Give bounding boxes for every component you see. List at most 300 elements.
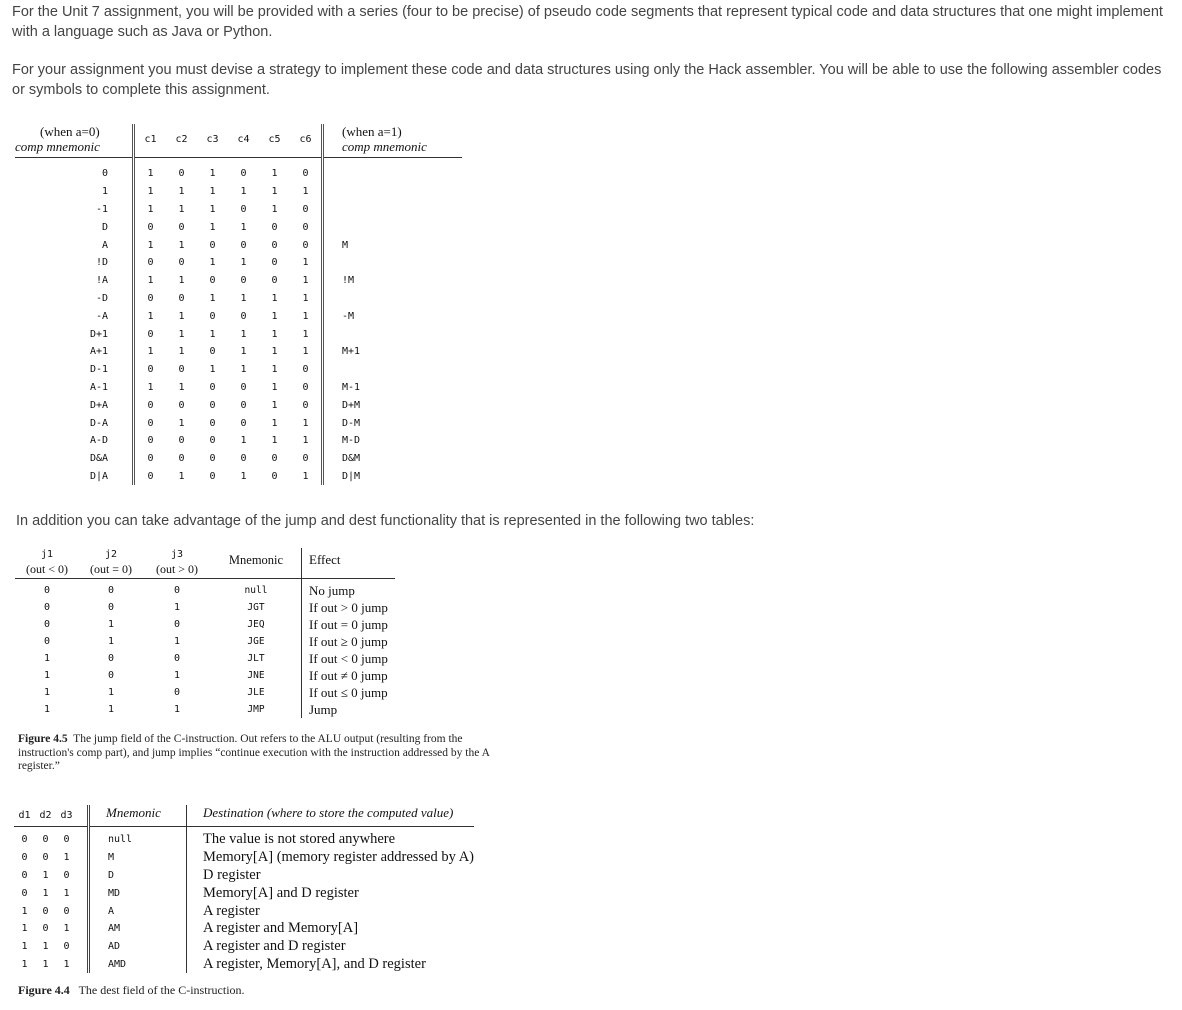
comp-bit-cell: 0 (209, 310, 216, 322)
comp-bit-cell: 1 (271, 364, 278, 376)
comp-bit-header: c1 (134, 124, 167, 158)
comp-bit-cell: 1 (178, 186, 185, 198)
jump-cell-j3: 0 (173, 619, 181, 630)
comp-bit-cell: 0 (271, 239, 278, 251)
comp-bit-cell: 1 (271, 346, 278, 358)
comp-bit-cell: 0 (178, 257, 185, 269)
comp-bit-cell: 1 (271, 310, 278, 322)
dest-bit-header: d2 (35, 805, 56, 827)
jump-header-cond: (out < 0) (25, 562, 69, 576)
jump-cell-effect: If out > 0 jump (302, 599, 396, 616)
comp-table-row (15, 450, 462, 468)
comp-bit-cell: 1 (209, 203, 216, 215)
jump-cell-j1: 0 (43, 585, 51, 596)
jump-cell-effect: Jump (302, 701, 396, 718)
jump-cell-mnemonic: JLT (247, 653, 265, 664)
comp-mnemonic-a1 (323, 218, 463, 236)
figure-4-5-caption (18, 733, 498, 774)
comp-bit-cell: 0 (178, 221, 185, 233)
comp-bit-cell: 0 (178, 435, 185, 447)
jump-cell-j2: 0 (107, 670, 115, 681)
comp-bit-cell: 0 (209, 453, 216, 465)
comp-mnemonic-a0: D (101, 221, 108, 233)
comp-bit-cell: 1 (290, 254, 323, 272)
comp-bit-cell: 0 (209, 346, 216, 358)
comp-table-row (15, 343, 462, 361)
comp-bit-cell: 1 (134, 236, 167, 254)
comp-table-body (15, 158, 462, 486)
dest-bit-cell: 1 (21, 905, 28, 917)
comp-bit-cell: 1 (290, 468, 323, 486)
comp-bit-cell: 0 (134, 361, 167, 379)
dest-mnemonic-cell: AD (89, 938, 187, 956)
jump-cell-j2: 1 (107, 619, 115, 630)
comp-bit-cell: 0 (271, 470, 278, 482)
comp-bit-cell: 0 (240, 203, 247, 215)
jump-cell-j2: 1 (107, 636, 115, 647)
dest-table-row (14, 884, 474, 902)
dest-bit-cell: 1 (42, 887, 49, 899)
comp-mnemonic-a0: !D (95, 257, 108, 269)
dest-bit-cell: 1 (56, 884, 89, 902)
comp-bit-cell: 1 (240, 292, 247, 304)
comp-mnemonic-a1: !M (342, 275, 355, 287)
comp-bit-cell: 0 (134, 468, 167, 486)
comp-bit-cell: 1 (134, 379, 167, 397)
comp-bit-cell: 0 (290, 379, 323, 397)
dest-mnemonic-cell: MD (89, 884, 187, 902)
comp-mnemonic-a1: D&M (342, 453, 361, 465)
jump-cell-j3: 1 (173, 704, 181, 715)
jump-cell-effect: If out ≥ 0 jump (302, 633, 396, 650)
comp-bit-cell: 1 (290, 272, 323, 290)
jump-cell-j3: 0 (173, 687, 181, 698)
figure-label: Figure 4.5 (18, 733, 68, 745)
jump-mnemonic-header: Mnemonic (211, 548, 302, 579)
comp-bit-cell: 1 (290, 183, 323, 201)
comp-bit-cell: 0 (290, 201, 323, 219)
comp-table-row (15, 396, 462, 414)
jump-table-header-row (15, 548, 395, 579)
comp-bit-cell: 1 (178, 470, 185, 482)
comp-right-header (323, 124, 463, 158)
comp-bit-cell: 1 (240, 257, 247, 269)
comp-mnemonic-a1 (323, 183, 463, 201)
dest-mnemonic-cell: M (89, 849, 187, 867)
comp-bit-cell: 1 (271, 292, 278, 304)
comp-bit-cell: 0 (178, 292, 185, 304)
intro-text-3: In addition you can take advantage of the jump and dest functionality that is represented in the following two tables: (16, 513, 755, 529)
comp-bit-cell: 1 (178, 381, 185, 393)
comp-bit-cell: 0 (134, 325, 167, 343)
comp-mnemonic-a1: M+1 (342, 346, 361, 358)
jump-cell-mnemonic: JEQ (247, 619, 265, 630)
jump-header-name: j1 (40, 549, 54, 560)
comp-bit-cell: 1 (178, 328, 185, 340)
dest-mnemonic-cell: D (89, 867, 187, 885)
jump-header-cond: (out > 0) (155, 562, 199, 576)
comp-bit-cell: 0 (271, 453, 278, 465)
comp-bit-cell: 1 (178, 203, 185, 215)
dest-bit-cell: 0 (42, 834, 49, 846)
comp-table-row (15, 218, 462, 236)
jump-table-row (15, 616, 395, 633)
comp-left-header (15, 124, 134, 158)
comp-bit-cell: 1 (240, 328, 247, 340)
comp-table-row (15, 414, 462, 432)
dest-bit-cell: 0 (42, 923, 49, 935)
comp-bit-cell: 1 (240, 346, 247, 358)
comp-bit-cell: 1 (290, 343, 323, 361)
jump-table-row (15, 650, 395, 667)
dest-table-row (14, 867, 474, 885)
figure-label: Figure 4.4 (18, 983, 70, 997)
comp-mnemonic-a1: M-D (342, 435, 361, 447)
comp-bit-cell: 0 (271, 257, 278, 269)
comp-mnemonic-a1: D|M (342, 470, 361, 482)
comp-bit-cell: 0 (290, 236, 323, 254)
comp-bit-cell: 0 (209, 399, 216, 411)
comp-bit-cell: 0 (240, 453, 247, 465)
comp-mnemonic-a0: D-A (89, 417, 108, 429)
dest-bit-cell: 1 (56, 956, 89, 974)
dest-bit-cell: 0 (56, 867, 89, 885)
comp-bit-cell: 1 (240, 435, 247, 447)
comp-bit-cell: 0 (240, 417, 247, 429)
jump-cell-effect: No jump (302, 579, 396, 600)
comp-bit-cell: 1 (209, 221, 216, 233)
jump-cell-j3: 1 (173, 636, 181, 647)
comp-bit-cell: 1 (240, 364, 247, 376)
comp-bit-cell: 1 (209, 186, 216, 198)
dest-bit-cell: 1 (42, 958, 49, 970)
jump-table-row (15, 599, 395, 616)
dest-description-cell: D register (203, 866, 261, 883)
comp-table-row (15, 325, 462, 343)
comp-table-row (15, 307, 462, 325)
dest-mnemonic-cell: AM (89, 920, 187, 938)
comp-mnemonic-a0: D|A (89, 470, 108, 482)
comp-bit-cell: 1 (178, 417, 185, 429)
comp-bit-cell: 1 (271, 399, 278, 411)
jump-cell-mnemonic: JGT (247, 602, 265, 613)
jump-cell-j3: 0 (173, 585, 181, 596)
jump-cell-j1: 1 (43, 687, 51, 698)
comp-bit-cell: 0 (134, 396, 167, 414)
comp-bit-cell: 0 (134, 450, 167, 468)
dest-bit-cell: 0 (42, 852, 49, 864)
dest-bit-cell: 0 (56, 938, 89, 956)
comp-right-header-top: (when a=1) (342, 124, 402, 139)
comp-bit-cell: 0 (134, 432, 167, 450)
comp-mnemonic-a0: A+1 (89, 346, 108, 358)
jump-table-row (15, 667, 395, 684)
intro-paragraph-3 (16, 511, 1181, 531)
comp-bit-cell: 1 (209, 257, 216, 269)
comp-bit-cell: 0 (240, 168, 247, 180)
jump-cell-j1: 1 (43, 704, 51, 715)
comp-table-row (15, 158, 462, 183)
comp-bit-cell: 1 (271, 381, 278, 393)
dest-description-cell: A register (203, 902, 260, 919)
jump-cell-mnemonic: JLE (247, 687, 265, 698)
comp-mnemonic-a0: !A (95, 275, 108, 287)
jump-cell-j1: 1 (43, 653, 51, 664)
dest-bit-cell: 0 (56, 902, 89, 920)
jump-cell-j1: 0 (43, 636, 51, 647)
comp-left-header-bottom: comp mnemonic (15, 139, 100, 154)
comp-bit-cell: 1 (209, 364, 216, 376)
comp-table-row (15, 272, 462, 290)
figure-caption-text: The dest field of the C-instruction. (78, 983, 245, 997)
comp-bit-cell: 0 (240, 310, 247, 322)
dest-table-body (14, 827, 474, 974)
dest-description-cell: A register and Memory[A] (203, 920, 359, 937)
dest-bit-cell: 1 (56, 920, 89, 938)
comp-bit-cell: 0 (271, 275, 278, 287)
comp-bit-header: c4 (228, 124, 259, 158)
dest-table-row (14, 920, 474, 938)
dest-table-row (14, 956, 474, 974)
jump-cell-effect: If out ≠ 0 jump (302, 667, 396, 684)
dest-bit-cell: 1 (21, 941, 28, 953)
comp-bit-cell: 1 (240, 470, 247, 482)
jump-table-row (15, 633, 395, 650)
comp-mnemonic-a0: 1 (101, 186, 108, 198)
comp-bit-header: c3 (197, 124, 228, 158)
comp-bit-cell: 0 (209, 275, 216, 287)
jump-cell-j3: 1 (173, 602, 181, 613)
dest-table-row (14, 902, 474, 920)
comp-bit-cell: 0 (209, 417, 216, 429)
comp-bit-header: c2 (166, 124, 197, 158)
intro-paragraph-1 (12, 2, 1177, 42)
comp-bit-cell: 1 (290, 325, 323, 343)
comp-bit-cell: 1 (290, 414, 323, 432)
dest-description-cell: Memory[A] (memory register addressed by A) (203, 849, 474, 866)
comp-bit-cell: 1 (134, 201, 167, 219)
comp-bit-cell: 0 (240, 381, 247, 393)
comp-table-row (15, 379, 462, 397)
jump-header-j3 (143, 548, 211, 579)
comp-bit-cell: 0 (240, 275, 247, 287)
dest-table-row (14, 849, 474, 867)
comp-table (15, 124, 462, 485)
comp-bit-cell: 1 (134, 158, 167, 183)
comp-bit-cell: 1 (178, 310, 185, 322)
comp-table-row (15, 432, 462, 450)
comp-bit-cell: 1 (271, 417, 278, 429)
dest-table (14, 805, 474, 973)
dest-bit-cell: 1 (21, 958, 28, 970)
comp-mnemonic-a0: -A (95, 310, 108, 322)
jump-cell-j1: 1 (43, 670, 51, 681)
comp-table-row (15, 183, 462, 201)
dest-description-cell: A register and D register (203, 938, 346, 955)
comp-table-row (15, 201, 462, 219)
dest-description-cell: A register, Memory[A], and D register (203, 955, 426, 972)
comp-mnemonic-a0: D-1 (89, 364, 108, 376)
comp-table-row (15, 468, 462, 486)
comp-mnemonic-a0: -1 (95, 203, 108, 215)
comp-bit-cell: 0 (271, 221, 278, 233)
comp-mnemonic-a0: -D (95, 292, 108, 304)
dest-bit-header: d3 (56, 805, 89, 827)
jump-table (15, 548, 395, 718)
comp-bit-cell: 0 (290, 450, 323, 468)
jump-cell-effect: If out ≤ 0 jump (302, 684, 396, 701)
comp-bit-cell: 1 (178, 275, 185, 287)
jump-cell-j1: 0 (43, 602, 51, 613)
comp-bit-cell: 1 (134, 183, 167, 201)
comp-bit-cell: 0 (290, 361, 323, 379)
jump-header-j2 (79, 548, 143, 579)
comp-bit-cell: 0 (178, 399, 185, 411)
dest-bit-cell: 0 (21, 834, 28, 846)
comp-table-row (15, 254, 462, 272)
jump-header-name: j2 (104, 549, 118, 560)
jump-cell-j2: 0 (107, 653, 115, 664)
dest-mnemonic-cell: A (89, 902, 187, 920)
dest-mnemonic-cell: null (89, 827, 187, 849)
jump-cell-effect: If out < 0 jump (302, 650, 396, 667)
comp-mnemonic-a1: M-1 (342, 381, 361, 393)
dest-bit-cell: 1 (42, 941, 49, 953)
comp-left-header-top: (when a=0) (40, 124, 100, 139)
comp-bit-cell: 1 (290, 290, 323, 308)
comp-mnemonic-a1 (323, 290, 463, 308)
jump-cell-j2: 1 (107, 704, 115, 715)
comp-bit-cell: 0 (240, 399, 247, 411)
comp-bit-cell: 0 (209, 381, 216, 393)
comp-bit-header: c5 (259, 124, 290, 158)
jump-cell-j3: 0 (173, 653, 181, 664)
comp-bit-cell: 1 (271, 168, 278, 180)
jump-cell-j1: 0 (43, 619, 51, 630)
dest-bit-cell: 0 (21, 887, 28, 899)
comp-bit-cell: 1 (178, 239, 185, 251)
comp-bit-cell: 1 (134, 343, 167, 361)
jump-cell-j3: 1 (173, 670, 181, 681)
dest-bit-cell: 0 (56, 827, 89, 849)
comp-bit-cell: 1 (271, 328, 278, 340)
comp-mnemonic-a0: 0 (101, 168, 108, 180)
comp-mnemonic-a1: M (342, 239, 349, 251)
comp-bit-cell: 1 (178, 346, 185, 358)
comp-table-row (15, 236, 462, 254)
jump-table-body (15, 579, 395, 719)
comp-mnemonic-a1 (323, 361, 463, 379)
dest-bit-cell: 0 (42, 905, 49, 917)
dest-mnemonic-header: Mnemonic (89, 805, 187, 827)
dest-table-row (14, 827, 474, 849)
comp-mnemonic-a1: D-M (342, 417, 361, 429)
dest-bit-cell: 1 (56, 849, 89, 867)
dest-bit-cell: 0 (21, 869, 28, 881)
comp-bit-header: c6 (290, 124, 323, 158)
comp-bit-cell: 1 (271, 435, 278, 447)
comp-mnemonic-a1 (323, 201, 463, 219)
comp-right-header-bottom: comp mnemonic (342, 139, 427, 154)
intro-paragraph-2 (12, 60, 1177, 100)
comp-bit-cell: 0 (240, 239, 247, 251)
jump-table-row (15, 684, 395, 701)
jump-cell-mnemonic: JMP (247, 704, 265, 715)
figure-caption-text: The jump field of the C-instruction. Out refers to the ALU output (resulting from the instruction's comp part), and jump implies “continue execution with the instruction addressed by the A register.” (18, 733, 490, 772)
comp-bit-cell: 1 (134, 272, 167, 290)
comp-mnemonic-a0: A (101, 239, 108, 251)
comp-mnemonic-a0: D+A (89, 399, 108, 411)
dest-description-cell: Memory[A] and D register (203, 884, 359, 901)
comp-bit-cell: 0 (178, 364, 185, 376)
dest-destination-header: Destination (where to store the computed value) (187, 805, 475, 827)
dest-bit-cell: 0 (21, 852, 28, 864)
dest-mnemonic-cell: AMD (89, 956, 187, 974)
jump-cell-effect: If out = 0 jump (302, 616, 396, 633)
comp-bit-cell: 1 (209, 168, 216, 180)
comp-mnemonic-a0: A-1 (89, 381, 108, 393)
comp-bit-cell: 0 (134, 414, 167, 432)
comp-bit-cell: 0 (290, 396, 323, 414)
dest-table-header-row (14, 805, 474, 827)
comp-bit-cell: 1 (271, 203, 278, 215)
comp-bit-cell: 1 (134, 307, 167, 325)
comp-bit-cell: 0 (178, 168, 185, 180)
comp-table-row (15, 361, 462, 379)
jump-effect-header: Effect (302, 548, 396, 579)
comp-mnemonic-a0: D+1 (89, 328, 108, 340)
intro-text-1: For the Unit 7 assignment, you will be provided with a series (four to be precise) of pseudo code segments that represent typical code and data structures that one might implement with a language such as Java or Python. (12, 4, 1163, 40)
comp-bit-cell: 0 (134, 254, 167, 272)
jump-table-row (15, 701, 395, 718)
comp-bit-cell: 0 (290, 218, 323, 236)
jump-cell-mnemonic: null (244, 585, 268, 596)
jump-cell-j2: 0 (107, 585, 115, 596)
dest-bit-cell: 1 (42, 869, 49, 881)
comp-table-header-row (15, 124, 462, 158)
comp-mnemonic-a1: -M (342, 310, 355, 322)
jump-table-row (15, 579, 395, 600)
comp-bit-cell: 0 (209, 470, 216, 482)
jump-cell-j2: 1 (107, 687, 115, 698)
comp-bit-cell: 0 (178, 453, 185, 465)
comp-bit-cell: 0 (209, 435, 216, 447)
figure-4-4-caption (18, 983, 245, 998)
comp-bit-cell: 0 (209, 239, 216, 251)
comp-bit-cell: 1 (209, 292, 216, 304)
comp-mnemonic-a0: A-D (89, 435, 108, 447)
comp-bit-cell: 1 (290, 307, 323, 325)
comp-table-row (15, 290, 462, 308)
comp-bit-cell: 0 (134, 290, 167, 308)
intro-text-2: For your assignment you must devise a strategy to implement these code and data structures using only the Hack assembler. You will be able to use the following assembler codes or symbols to complete this assignment. (12, 62, 1162, 98)
dest-bit-cell: 1 (21, 923, 28, 935)
dest-description-cell: The value is not stored anywhere (203, 831, 396, 848)
comp-mnemonic-a1: D+M (342, 399, 361, 411)
jump-header-j1 (15, 548, 79, 579)
jump-cell-mnemonic: JNE (247, 670, 265, 681)
comp-mnemonic-a0: D&A (89, 453, 108, 465)
comp-bit-cell: 1 (209, 328, 216, 340)
comp-bit-cell: 0 (290, 158, 323, 183)
comp-mnemonic-a1 (323, 254, 463, 272)
jump-header-name: j3 (170, 549, 184, 560)
comp-mnemonic-a1 (323, 158, 463, 183)
dest-bit-header: d1 (14, 805, 35, 827)
comp-bit-cell: 1 (271, 186, 278, 198)
jump-cell-j2: 0 (107, 602, 115, 613)
comp-bit-cell: 0 (134, 218, 167, 236)
